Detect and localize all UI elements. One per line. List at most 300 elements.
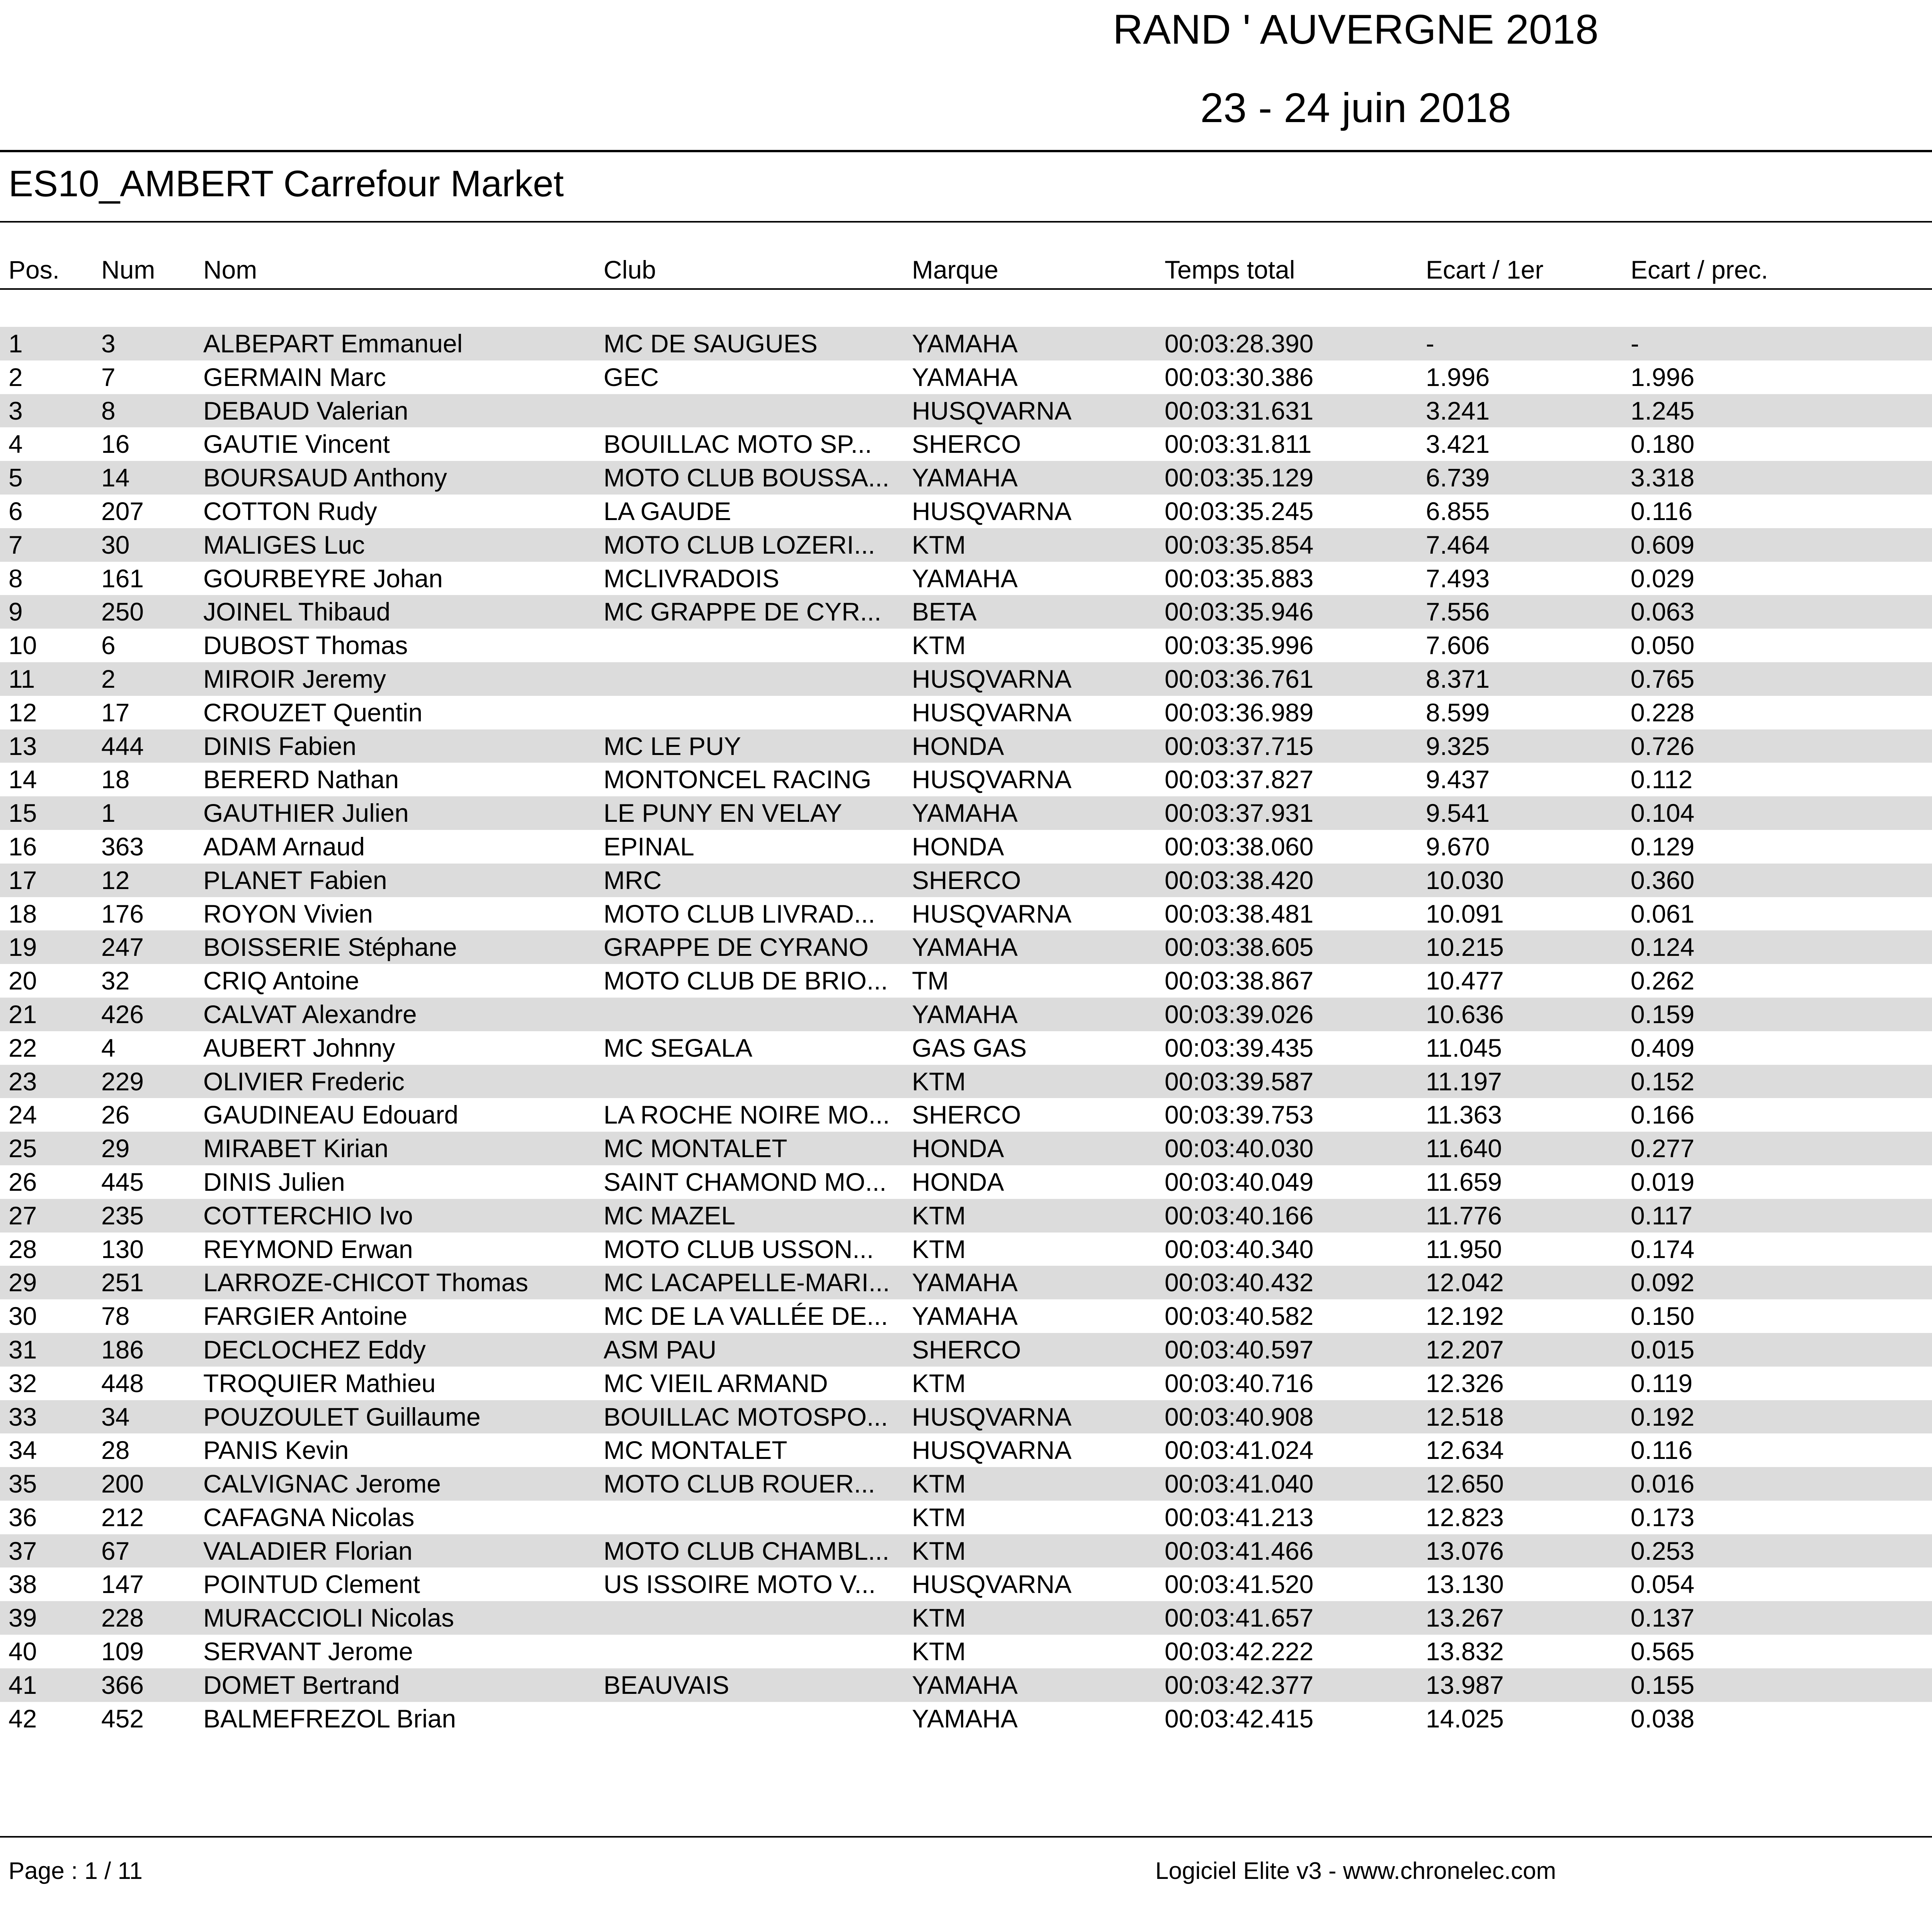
cell-marque: HONDA — [912, 1167, 1004, 1196]
cell-club: MC GRAPPE DE CYR... — [604, 597, 881, 626]
cell-ep: 0.262 — [1631, 966, 1695, 995]
cell-pos: 3 — [9, 396, 23, 425]
cell-club: MOTO CLUB LIVRAD... — [604, 899, 875, 928]
cell-temps: 00:03:39.753 — [1165, 1100, 1314, 1129]
cell-num: 26 — [101, 1100, 130, 1129]
cell-marque: HUSQVARNA — [912, 698, 1072, 727]
cell-marque: KTM — [912, 1536, 966, 1565]
cell-temps: 00:03:35.996 — [1165, 631, 1314, 660]
cell-nom: ALBEPART Emmanuel — [203, 329, 463, 358]
cell-e1: 6.855 — [1426, 496, 1490, 525]
cell-nom: TROQUIER Mathieu — [203, 1369, 436, 1397]
cell-nom: DINIS Fabien — [203, 731, 357, 760]
cell-nom: BOURSAUD Anthony — [203, 463, 447, 492]
cell-num: 207 — [101, 496, 144, 525]
cell-nom: OLIVIER Frederic — [203, 1067, 405, 1096]
cell-temps: 00:03:30.386 — [1165, 362, 1314, 391]
col-header-club: Club — [604, 255, 656, 284]
cell-club: MC VIEIL ARMAND — [604, 1369, 828, 1397]
cell-nom: MIRABET Kirian — [203, 1134, 389, 1163]
cell-club: ASM PAU — [604, 1335, 717, 1364]
cell-nom: BERERD Nathan — [203, 765, 399, 794]
cell-nom: PANIS Kevin — [203, 1436, 349, 1465]
cell-e1: 11.640 — [1426, 1134, 1502, 1163]
cell-club: EPINAL — [604, 832, 694, 861]
stage-name: ES10_AMBERT Carrefour Market — [9, 163, 564, 204]
results-table — [0, 327, 1932, 1735]
cell-temps: 00:03:41.213 — [1165, 1503, 1314, 1532]
cell-club: MC DE SAUGUES — [604, 329, 818, 358]
cell-nom: AUBERT Johnny — [203, 1033, 395, 1062]
cell-nom: VALADIER Florian — [203, 1536, 413, 1565]
table-row — [0, 1467, 1932, 1501]
cell-temps: 00:03:40.908 — [1165, 1402, 1314, 1431]
table-row — [0, 360, 1932, 394]
cell-nom: CAFAGNA Nicolas — [203, 1503, 415, 1532]
cell-nom: MALIGES Luc — [203, 530, 365, 559]
cell-marque: KTM — [912, 1603, 966, 1632]
col-header-ecart-prec: Ecart / prec. — [1631, 255, 1768, 284]
cell-marque: HUSQVARNA — [912, 1570, 1072, 1599]
cell-ep: 0.112 — [1631, 765, 1693, 794]
cell-pos: 35 — [9, 1469, 37, 1498]
cell-pos: 27 — [9, 1201, 37, 1230]
table-row — [0, 964, 1932, 998]
cell-club: GEC — [604, 362, 659, 391]
cell-temps: 00:03:37.715 — [1165, 731, 1314, 760]
cell-num: 12 — [101, 865, 130, 894]
cell-pos: 34 — [9, 1436, 37, 1465]
cell-pos: 9 — [9, 597, 23, 626]
cell-pos: 4 — [9, 430, 23, 459]
cell-ep: 0.029 — [1631, 564, 1695, 593]
cell-e1: 10.636 — [1426, 1000, 1504, 1029]
cell-temps: 00:03:40.030 — [1165, 1134, 1314, 1163]
cell-marque: SHERCO — [912, 1335, 1021, 1364]
cell-marque: HUSQVARNA — [912, 396, 1072, 425]
cell-num: 16 — [101, 430, 130, 459]
table-row — [0, 1266, 1932, 1299]
cell-temps: 00:03:31.811 — [1165, 430, 1312, 459]
cell-club: MC SEGALA — [604, 1033, 753, 1062]
cell-num: 251 — [101, 1268, 144, 1297]
cell-club: BEAUVAIS — [604, 1670, 730, 1699]
cell-temps: 00:03:42.415 — [1165, 1704, 1314, 1733]
cell-ep: 0.015 — [1631, 1335, 1695, 1364]
cell-pos: 13 — [9, 731, 37, 760]
table-row — [0, 1065, 1932, 1098]
cell-temps: 00:03:42.222 — [1165, 1637, 1314, 1666]
cell-temps: 00:03:40.166 — [1165, 1201, 1314, 1230]
cell-club: MC MAZEL — [604, 1201, 736, 1230]
cell-e1: 12.823 — [1426, 1503, 1504, 1532]
cell-pos: 29 — [9, 1268, 37, 1297]
cell-ep: 0.174 — [1631, 1234, 1695, 1263]
cell-club: MOTO CLUB BOUSSA... — [604, 463, 889, 492]
cell-pos: 17 — [9, 865, 37, 894]
cell-temps: 00:03:40.582 — [1165, 1302, 1314, 1331]
cell-nom: SERVANT Jerome — [203, 1637, 413, 1666]
cell-club: MC DE LA VALLÉE DE... — [604, 1302, 888, 1331]
cell-ep: 0.173 — [1631, 1503, 1695, 1532]
cell-pos: 14 — [9, 765, 37, 794]
cell-nom: JOINEL Thibaud — [203, 597, 391, 626]
cell-marque: YAMAHA — [912, 1302, 1018, 1331]
cell-temps: 00:03:41.024 — [1165, 1436, 1314, 1465]
cell-club: MC LACAPELLE-MARI... — [604, 1268, 890, 1297]
cell-ep: 0.116 — [1631, 1436, 1693, 1465]
cell-pos: 15 — [9, 799, 37, 828]
cell-nom: DINIS Julien — [203, 1167, 345, 1196]
cell-ep: 0.159 — [1631, 1000, 1695, 1029]
cell-ep: 0.409 — [1631, 1033, 1695, 1062]
cell-pos: 10 — [9, 631, 37, 660]
cell-e1: 11.659 — [1426, 1167, 1502, 1196]
cell-ep: 0.253 — [1631, 1536, 1695, 1565]
col-header-temps: Temps total — [1165, 255, 1295, 284]
cell-num: 366 — [101, 1670, 144, 1699]
cell-temps: 00:03:37.931 — [1165, 799, 1314, 828]
cell-ep: 0.150 — [1631, 1302, 1695, 1331]
cell-marque: HUSQVARNA — [912, 765, 1072, 794]
cell-marque: KTM — [912, 1637, 966, 1666]
cell-e1: 10.215 — [1426, 933, 1504, 962]
cell-e1: 3.241 — [1426, 396, 1490, 425]
cell-num: 200 — [101, 1469, 144, 1498]
cell-nom: CROUZET Quentin — [203, 698, 423, 727]
cell-club: MOTO CLUB CHAMBL... — [604, 1536, 889, 1565]
cell-pos: 21 — [9, 1000, 37, 1029]
col-header-pos: Pos. — [9, 255, 60, 284]
cell-nom: DOMET Bertrand — [203, 1670, 400, 1699]
cell-temps: 00:03:37.827 — [1165, 765, 1314, 794]
cell-temps: 00:03:38.060 — [1165, 832, 1314, 861]
cell-club: MRC — [604, 865, 662, 894]
cell-e1: 13.267 — [1426, 1603, 1504, 1632]
cell-nom: REYMOND Erwan — [203, 1234, 413, 1263]
table-row — [0, 1199, 1932, 1233]
cell-pos: 31 — [9, 1335, 37, 1364]
cell-temps: 00:03:40.049 — [1165, 1167, 1314, 1196]
cell-num: 363 — [101, 832, 144, 861]
cell-temps: 00:03:41.657 — [1165, 1603, 1314, 1632]
cell-num: 17 — [101, 698, 130, 727]
page-number: Page : 1 / 11 — [9, 1858, 143, 1884]
table-row — [0, 427, 1932, 461]
table-row — [0, 1433, 1932, 1467]
cell-pos: 6 — [9, 496, 23, 525]
cell-nom: GAUTIE Vincent — [203, 430, 390, 459]
cell-ep: 1.245 — [1631, 396, 1695, 425]
cell-nom: COTTERCHIO Ivo — [203, 1201, 413, 1230]
cell-ep: 0.565 — [1631, 1637, 1695, 1666]
cell-club: MC LE PUY — [604, 731, 741, 760]
cell-nom: DEBAUD Valerian — [203, 396, 408, 425]
cell-ep: 0.054 — [1631, 1570, 1695, 1599]
cell-ep: 0.038 — [1631, 1704, 1695, 1733]
cell-num: 1 — [101, 799, 116, 828]
table-row — [0, 1601, 1932, 1635]
cell-pos: 8 — [9, 564, 23, 593]
cell-pos: 24 — [9, 1100, 37, 1129]
cell-ep: 0.192 — [1631, 1402, 1695, 1431]
cell-num: 161 — [101, 564, 144, 593]
cell-num: 32 — [101, 966, 130, 995]
cell-temps: 00:03:39.026 — [1165, 1000, 1314, 1029]
cell-club — [604, 1702, 905, 1736]
cell-pos: 40 — [9, 1637, 37, 1666]
column-header-rule — [0, 288, 1932, 290]
cell-pos: 23 — [9, 1067, 37, 1096]
cell-marque: KTM — [912, 1503, 966, 1532]
cell-temps: 00:03:36.989 — [1165, 698, 1314, 727]
cell-pos: 11 — [9, 664, 35, 693]
cell-pos: 19 — [9, 933, 37, 962]
table-row — [0, 1165, 1932, 1199]
cell-marque: KTM — [912, 530, 966, 559]
table-row — [0, 562, 1932, 595]
cell-pos: 38 — [9, 1570, 37, 1599]
cell-marque: HONDA — [912, 1134, 1004, 1163]
cell-ep: 3.318 — [1631, 463, 1695, 492]
cell-pos: 39 — [9, 1603, 37, 1632]
cell-marque: BETA — [912, 597, 977, 626]
cell-num: 235 — [101, 1201, 144, 1230]
cell-nom: GERMAIN Marc — [203, 362, 386, 391]
cell-marque: SHERCO — [912, 865, 1021, 894]
cell-club: GRAPPE DE CYRANO — [604, 933, 869, 962]
cell-marque: HONDA — [912, 731, 1004, 760]
table-row — [0, 495, 1932, 528]
table-row — [0, 1501, 1932, 1534]
cell-temps: 00:03:35.946 — [1165, 597, 1314, 626]
cell-pos: 33 — [9, 1402, 37, 1431]
cell-e1: 11.045 — [1426, 1033, 1502, 1062]
cell-e1: 12.207 — [1426, 1335, 1504, 1364]
cell-club: SAINT CHAMOND MO... — [604, 1167, 887, 1196]
cell-num: 34 — [101, 1402, 130, 1431]
cell-num: 6 — [101, 631, 116, 660]
table-row — [0, 897, 1932, 931]
cell-nom: LARROZE-CHICOT Thomas — [203, 1268, 529, 1297]
cell-pos: 36 — [9, 1503, 37, 1532]
cell-marque: KTM — [912, 631, 966, 660]
cell-nom: CRIQ Antoine — [203, 966, 359, 995]
cell-e1: 9.437 — [1426, 765, 1490, 794]
cell-e1: 9.325 — [1426, 731, 1490, 760]
cell-nom: DECLOCHEZ Eddy — [203, 1335, 426, 1364]
cell-club — [604, 629, 905, 662]
table-row — [0, 1567, 1932, 1601]
cell-pos: 12 — [9, 698, 37, 727]
cell-e1: 12.326 — [1426, 1369, 1504, 1397]
cell-nom: GOURBEYRE Johan — [203, 564, 443, 593]
cell-marque: HONDA — [912, 832, 1004, 861]
software-credit: Logiciel Elite v3 - www.chronelec.com — [1155, 1858, 1556, 1884]
cell-e1: 7.606 — [1426, 631, 1490, 660]
header-rule-bottom — [0, 221, 1932, 223]
cell-temps: 00:03:40.716 — [1165, 1369, 1314, 1397]
cell-num: 8 — [101, 396, 116, 425]
cell-ep: 0.609 — [1631, 530, 1695, 559]
cell-num: 78 — [101, 1302, 130, 1331]
cell-num: 147 — [101, 1570, 144, 1599]
cell-pos: 18 — [9, 899, 37, 928]
cell-num: 28 — [101, 1436, 130, 1465]
cell-num: 109 — [101, 1637, 144, 1666]
event-title: RAND ' AUVERGNE 2018 — [1112, 6, 1599, 53]
table-row — [0, 1534, 1932, 1568]
cell-ep: 0.726 — [1631, 731, 1695, 760]
cell-temps: 00:03:41.520 — [1165, 1570, 1314, 1599]
cell-pos: 26 — [9, 1167, 37, 1196]
table-row — [0, 1333, 1932, 1367]
cell-marque: YAMAHA — [912, 329, 1018, 358]
cell-temps: 00:03:41.466 — [1165, 1536, 1314, 1565]
cell-num: 426 — [101, 1000, 144, 1029]
cell-pos: 41 — [9, 1670, 37, 1699]
cell-ep: 0.063 — [1631, 597, 1695, 626]
cell-e1: - — [1426, 329, 1434, 358]
cell-club: LE PUNY EN VELAY — [604, 799, 842, 828]
cell-pos: 37 — [9, 1536, 37, 1565]
cell-e1: 7.493 — [1426, 564, 1490, 593]
cell-ep: - — [1631, 329, 1639, 358]
cell-pos: 28 — [9, 1234, 37, 1263]
cell-e1: 14.025 — [1426, 1704, 1504, 1733]
cell-club — [604, 394, 905, 428]
cell-marque: YAMAHA — [912, 1704, 1018, 1733]
cell-temps: 00:03:40.340 — [1165, 1234, 1314, 1263]
cell-ep: 0.117 — [1631, 1201, 1693, 1230]
cell-e1: 11.776 — [1426, 1201, 1502, 1230]
cell-num: 247 — [101, 933, 144, 962]
table-row — [0, 1132, 1932, 1165]
cell-temps: 00:03:38.420 — [1165, 865, 1314, 894]
cell-marque: SHERCO — [912, 430, 1021, 459]
col-header-nom: Nom — [203, 255, 257, 284]
table-row — [0, 796, 1932, 830]
cell-nom: GAUTHIER Julien — [203, 799, 409, 828]
cell-ep: 0.277 — [1631, 1134, 1695, 1163]
cell-club: MOTO CLUB LOZERI... — [604, 530, 875, 559]
cell-marque: KTM — [912, 1369, 966, 1397]
cell-e1: 8.599 — [1426, 698, 1490, 727]
table-row — [0, 1233, 1932, 1266]
cell-num: 212 — [101, 1503, 144, 1532]
cell-pos: 1 — [9, 329, 23, 358]
cell-ep: 0.155 — [1631, 1670, 1695, 1699]
table-row — [0, 394, 1932, 428]
cell-num: 444 — [101, 731, 144, 760]
cell-marque: HUSQVARNA — [912, 496, 1072, 525]
cell-temps: 00:03:38.867 — [1165, 966, 1314, 995]
cell-pos: 5 — [9, 463, 23, 492]
cell-e1: 12.634 — [1426, 1436, 1504, 1465]
cell-num: 18 — [101, 765, 130, 794]
cell-club: LA ROCHE NOIRE MO... — [604, 1100, 890, 1129]
table-row — [0, 1031, 1932, 1065]
cell-marque: HUSQVARNA — [912, 664, 1072, 693]
cell-num: 7 — [101, 362, 116, 391]
cell-e1: 11.950 — [1426, 1234, 1502, 1263]
cell-nom: ADAM Arnaud — [203, 832, 365, 861]
cell-num: 2 — [101, 664, 116, 693]
cell-marque: YAMAHA — [912, 463, 1018, 492]
cell-ep: 0.152 — [1631, 1067, 1695, 1096]
cell-num: 130 — [101, 1234, 144, 1263]
cell-temps: 00:03:40.597 — [1165, 1335, 1314, 1364]
table-row — [0, 1367, 1932, 1400]
cell-ep: 0.116 — [1631, 496, 1693, 525]
cell-ep: 1.996 — [1631, 362, 1695, 391]
cell-temps: 00:03:41.040 — [1165, 1469, 1314, 1498]
cell-temps: 00:03:35.883 — [1165, 564, 1314, 593]
cell-e1: 13.832 — [1426, 1637, 1504, 1666]
cell-temps: 00:03:38.481 — [1165, 899, 1314, 928]
cell-temps: 00:03:39.587 — [1165, 1067, 1314, 1096]
cell-marque: YAMAHA — [912, 362, 1018, 391]
cell-marque: YAMAHA — [912, 799, 1018, 828]
cell-ep: 0.166 — [1631, 1100, 1695, 1129]
cell-marque: KTM — [912, 1067, 966, 1096]
cell-ep: 0.119 — [1631, 1369, 1693, 1397]
cell-temps: 00:03:39.435 — [1165, 1033, 1314, 1062]
cell-nom: ROYON Vivien — [203, 899, 373, 928]
cell-nom: FARGIER Antoine — [203, 1302, 408, 1331]
cell-ep: 0.137 — [1631, 1603, 1695, 1632]
cell-club: MONTONCEL RACING — [604, 765, 872, 794]
cell-club — [604, 1501, 905, 1534]
cell-num: 3 — [101, 329, 116, 358]
cell-e1: 10.477 — [1426, 966, 1504, 995]
cell-pos: 16 — [9, 832, 37, 861]
cell-club: MOTO CLUB USSON... — [604, 1234, 874, 1263]
cell-e1: 10.091 — [1426, 899, 1504, 928]
cell-e1: 9.541 — [1426, 799, 1490, 828]
table-row — [0, 1299, 1932, 1333]
cell-temps: 00:03:42.377 — [1165, 1670, 1314, 1699]
col-header-marque: Marque — [912, 255, 998, 284]
event-date: 23 - 24 juin 2018 — [1200, 84, 1511, 131]
cell-temps: 00:03:28.390 — [1165, 329, 1314, 358]
cell-num: 229 — [101, 1067, 144, 1096]
cell-marque: YAMAHA — [912, 1268, 1018, 1297]
cell-pos: 20 — [9, 966, 37, 995]
cell-nom: COTTON Rudy — [203, 496, 377, 525]
cell-pos: 42 — [9, 1704, 37, 1733]
table-row — [0, 629, 1932, 662]
cell-ep: 0.050 — [1631, 631, 1695, 660]
cell-pos: 2 — [9, 362, 23, 391]
cell-num: 30 — [101, 530, 130, 559]
table-row — [0, 763, 1932, 796]
cell-club — [604, 696, 905, 729]
cell-e1: 1.996 — [1426, 362, 1490, 391]
cell-temps: 00:03:36.761 — [1165, 664, 1314, 693]
cell-num: 186 — [101, 1335, 144, 1364]
cell-nom: MURACCIOLI Nicolas — [203, 1603, 454, 1632]
cell-num: 250 — [101, 597, 144, 626]
col-header-num: Num — [101, 255, 155, 284]
table-row — [0, 830, 1932, 864]
cell-e1: 12.042 — [1426, 1268, 1504, 1297]
table-row — [0, 1400, 1932, 1434]
cell-nom: MIROIR Jeremy — [203, 664, 386, 693]
cell-ep: 0.104 — [1631, 799, 1695, 828]
cell-ep: 0.360 — [1631, 865, 1695, 894]
cell-marque: KTM — [912, 1469, 966, 1498]
